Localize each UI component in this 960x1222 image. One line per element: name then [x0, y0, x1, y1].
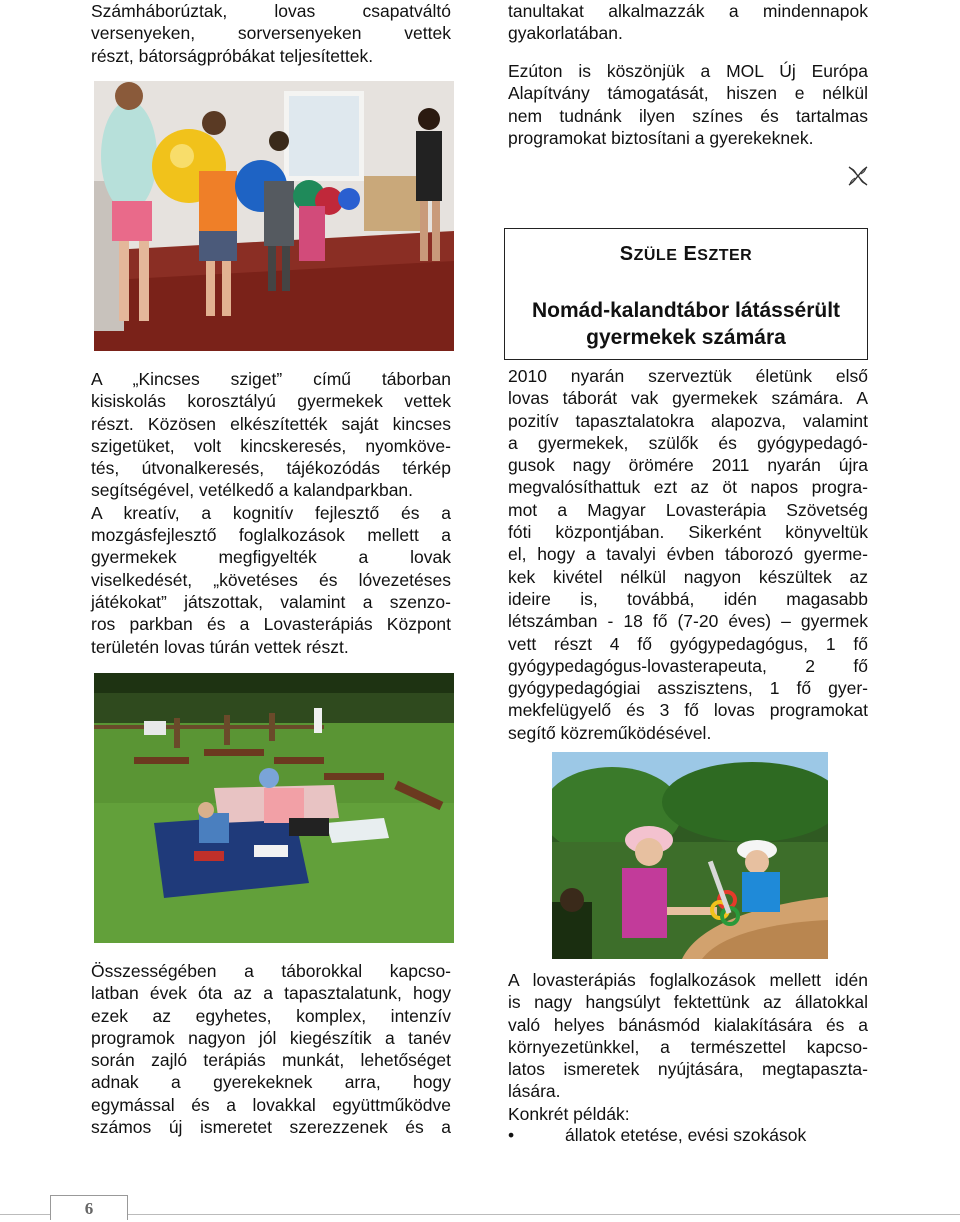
photo-horse-therapy [552, 752, 828, 959]
article-title: Nomád-kalandtábor látássérült gyermekek számára [531, 299, 841, 349]
text-line: ros parkban és a Lovasterápiás Központ [91, 614, 451, 635]
flourish-ornament-icon [847, 165, 869, 187]
text-line: tanultakat alkalmazzák a mindennapok [508, 1, 868, 21]
text-line: mot a Magyar Lovasterápia Szövetség [508, 499, 868, 520]
text-line: területén lovas túrán vettek részt. [91, 636, 349, 657]
text-line: el, hogy a tavalyi évben táborozó gyerme- [508, 544, 868, 565]
text-line: fóti központjában. Sikerként könyveltük [508, 522, 868, 543]
text-line: A „Kincses sziget” című táborban [91, 369, 451, 389]
horse-therapy-image [552, 752, 828, 959]
text-line: programokat biztosítani a gyerekeknek. [508, 127, 814, 148]
text-line: gyermekek megfigyelték a lovak [91, 547, 451, 568]
text-line: mozgásfejlesztő foglalkozások mellett a [91, 525, 451, 546]
text-line: mekfelügyelő és 3 fő lovas programokat [508, 700, 868, 721]
article-header-box [504, 228, 868, 360]
footer-rule [0, 1214, 960, 1215]
article-body-paragraph [508, 365, 868, 744]
bullet-marker: • [508, 1125, 515, 1145]
text-line: Konkrét példák: [508, 1103, 630, 1124]
page-number: 6 [50, 1195, 128, 1220]
text-line: Alapítvány támogatását, hiszen e nélkül [508, 83, 868, 104]
text-line: gyógypedagógus-lovasterapeuta, 2 fő [508, 655, 868, 676]
text-line: ezek az egyhetes, komplex, intenzív [91, 1005, 451, 1026]
left-bottom-paragraph [91, 960, 451, 1138]
text-line: 2010 nyarán szerveztük életünk első [508, 366, 868, 386]
text-line: részt, bátorságpróbákat teljesítettek. [91, 45, 374, 66]
text-line: vett részt 4 fő gyógypedagógus, 1 fő [508, 633, 868, 654]
text-line: kisiskolás korosztályú gyermekek vettek [91, 391, 451, 412]
kincses-sziget-paragraph [91, 368, 451, 658]
text-line: gyakorlatában. [508, 23, 623, 44]
text-line: gyógypedagógiai asszisztens, 1 fő gyer- [508, 678, 868, 699]
text-line: kek kivétel nélkül nagyon készültek az [508, 566, 868, 587]
text-line: latban évek óta az a tapasztalatunk, hogy [91, 983, 451, 1004]
text-line: a gyermekek, szülők és gyógypedagó- [508, 432, 868, 453]
text-line: környezetünkkel, a természettel kapcso- [508, 1036, 868, 1057]
text-line: segítségével, vetélkedő a kalandparkban. [91, 480, 414, 501]
text-line: is nagy hangsúlyt fektettünk az állatokkal [508, 992, 868, 1013]
text-line: ideire is, továbbá, idén magasabb [508, 588, 868, 609]
text-line: során zajló terápiás munkát, lehetőséget [91, 1050, 451, 1071]
text-line: adnak a gyerekeknek arra, hogy [91, 1072, 451, 1093]
photo-exercise-balls [94, 81, 454, 351]
text-line: programok nagyon jól kiegészítik a tanév [91, 1027, 451, 1048]
text-line: számos új ismeretet szerezzenek és a [91, 1117, 451, 1138]
exercise-balls-image [94, 81, 454, 351]
text-line: megvalósíthattuk ezt az öt napos progra- [508, 477, 868, 498]
thanks-paragraph [508, 60, 868, 149]
text-line: A lovasterápiás foglalkozások mellett idén [508, 970, 868, 990]
text-line: egymással és a lovakkal együttműködve [91, 1094, 451, 1115]
text-line: A kreatív, a kognitív fejlesztő és a [91, 502, 451, 523]
left-intro-paragraph [91, 0, 451, 67]
text-line: pozitív tapasztalatokra alapozva, valamint [508, 410, 868, 431]
park-picnic-image [94, 673, 454, 943]
text-line: részt. Közösen elkészítették saját kincses [91, 413, 451, 434]
text-line: gusok nagy örömére 2011 nyarán újra [508, 455, 868, 476]
text-line: Ezúton is köszönjük a MOL Új Európa [508, 61, 868, 81]
bullet-text: állatok etetése, evési szokások [565, 1125, 807, 1145]
text-line: lovas táborát vak gyermekek számára. A [508, 388, 868, 409]
right-intro-paragraph [508, 0, 868, 45]
photo-park-picnic [94, 673, 454, 943]
text-line: létszámban - 18 fő (7-20 éves) – gyermek [508, 611, 868, 632]
text-line: tés, útvonalkeresés, tájékozódás térkép [91, 458, 451, 479]
text-line: latos ismeretek nyújtására, megtapaszta- [508, 1059, 868, 1080]
text-line: Összességében a táborokkal kapcso- [91, 961, 451, 981]
text-line: játékokat” játszottak, valamint a szenzo- [91, 591, 451, 612]
text-line: versenyeken, sorversenyeken vettek [91, 23, 451, 44]
text-line: való helyes bánásmód kialakítására és a [508, 1014, 868, 1035]
text-line: segítő közreműködésével. [508, 722, 712, 743]
text-line: Számháborúztak, lovas csapatváltó [91, 1, 451, 21]
text-line: nem tudnánk ilyen színes és tartalmas [508, 105, 868, 126]
right-bottom-paragraph [508, 969, 868, 1125]
text-line: viselkedését, „követéses és lóvezetéses [91, 569, 451, 590]
text-line: szigetüket, volt kincskeresés, nyomköve- [91, 435, 451, 456]
text-line: lására. [508, 1081, 561, 1102]
article-author: SZÜLE ESZTER [619, 243, 753, 265]
